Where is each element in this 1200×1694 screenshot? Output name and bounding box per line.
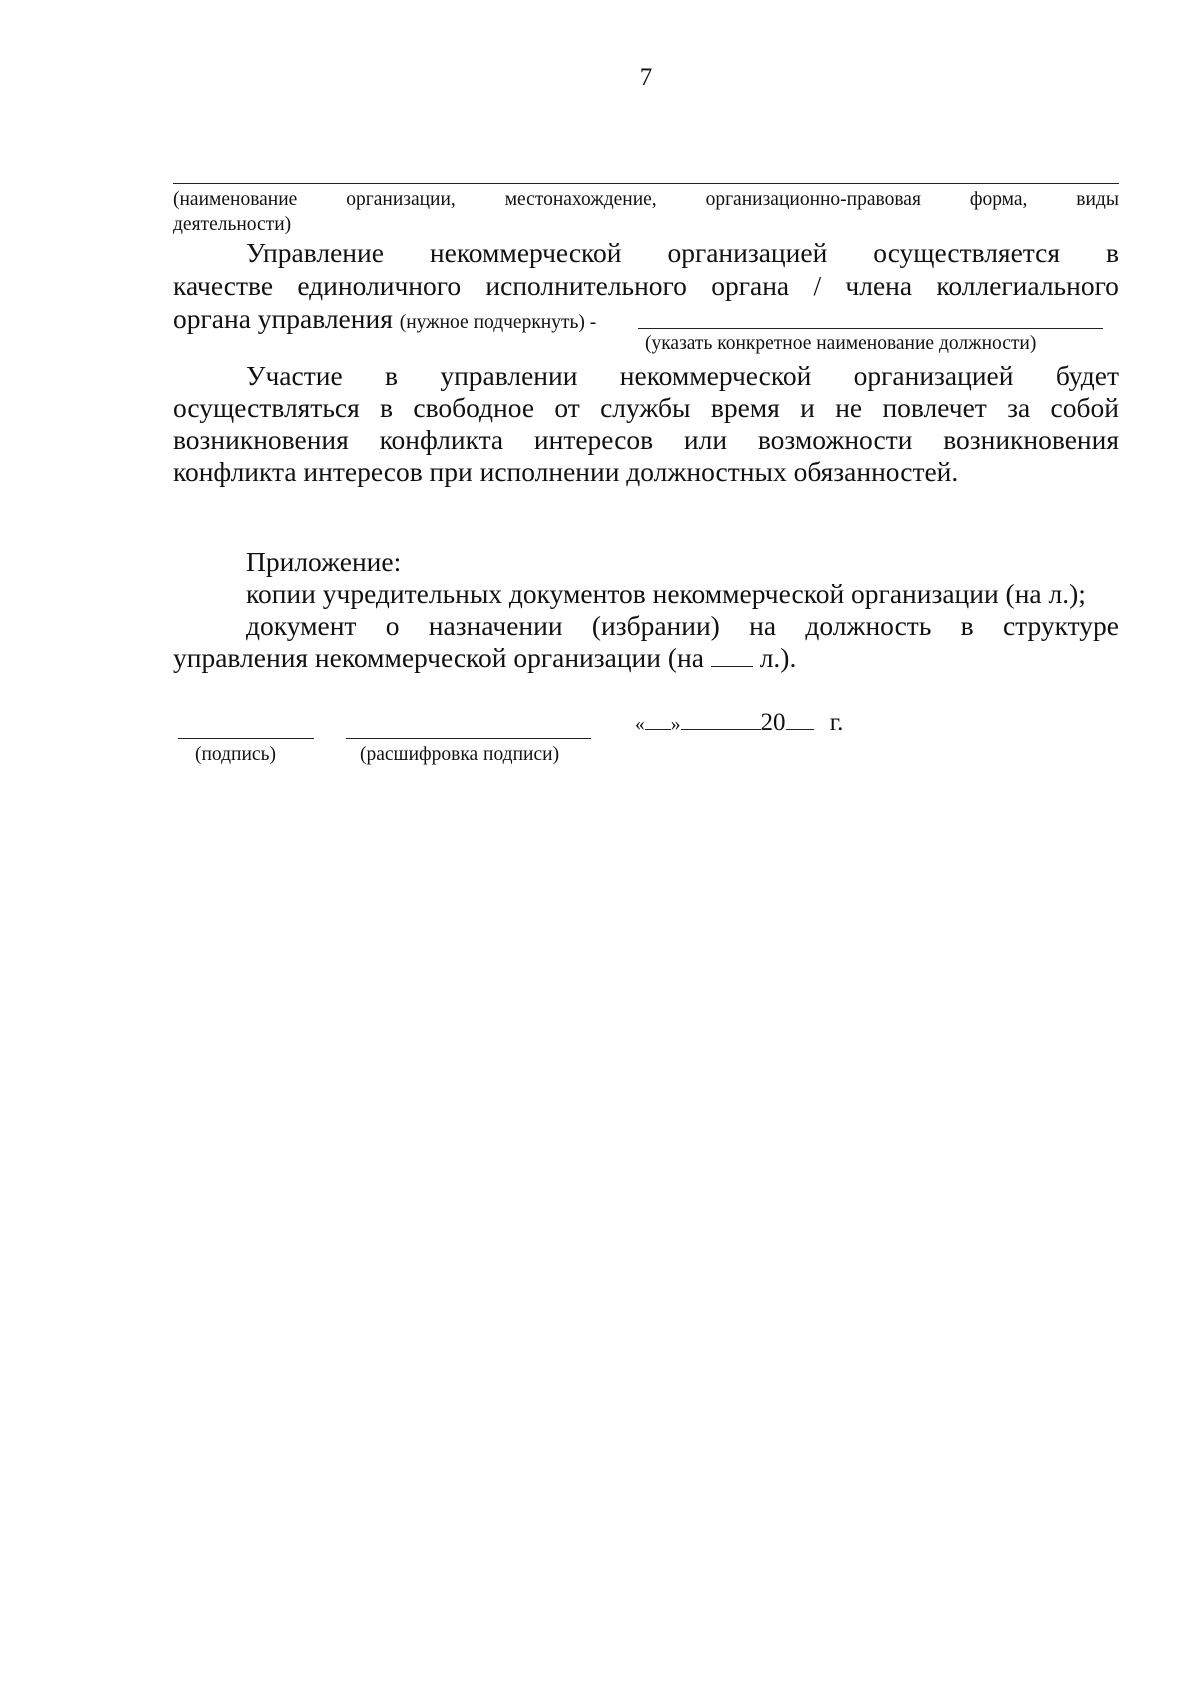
participation-word: организацией (853, 360, 1014, 391)
participation-word: собой (1050, 392, 1119, 423)
organization-caption-word: (наименование (173, 189, 298, 210)
management-paragraph-line1 (246, 237, 1119, 270)
participation-word: повлечет (882, 392, 987, 423)
appendix-word: структуре (1002, 610, 1119, 641)
participation-paragraph-line3 (173, 424, 1119, 457)
organization-caption-word: организации, (346, 189, 456, 210)
date-field (635, 709, 843, 737)
management-word: организацией (667, 237, 828, 268)
participation-word: службы (600, 392, 691, 423)
date-month-blank (681, 711, 761, 730)
participation-paragraph-line2 (173, 392, 1119, 425)
management-word: единоличного (297, 270, 462, 301)
participation-word: или (683, 424, 728, 455)
participation-word: время (710, 392, 780, 423)
appendix-word: (избрании) (591, 610, 720, 641)
organization-caption-line1 (173, 188, 1119, 212)
participation-word: Участие (246, 360, 343, 391)
appendix-item-2-text: управления некоммерческой организации (на (173, 642, 704, 673)
appendix-item-2-line1 (246, 610, 1119, 643)
management-paragraph-line3 (173, 303, 596, 336)
participation-word: свободное (413, 392, 535, 423)
management-paragraph-line2 (173, 270, 1119, 303)
position-blank-line (638, 328, 1103, 329)
appendix-item-1: копии учредительных документов некоммерческой организации (на л.); (246, 578, 1086, 609)
participation-word: возникновения (943, 424, 1119, 455)
position-caption: (указать конкретное наименование должности) (645, 333, 1037, 354)
signature-caption: (подпись) (195, 744, 276, 765)
participation-word: не (835, 392, 863, 423)
appendix-word: документ (246, 610, 357, 641)
participation-word: за (1007, 392, 1031, 423)
appendix-heading: Приложение: (246, 546, 402, 577)
date-day-blank (645, 711, 671, 730)
management-body-text: органа управления (173, 303, 393, 334)
organization-caption-line2: деятельности) (173, 214, 292, 235)
appendix-item-2-suffix: л.). (759, 642, 797, 673)
participation-word: осуществляться (173, 392, 360, 423)
date-close-quote: » (670, 714, 681, 735)
management-word: исполнительного (485, 270, 687, 301)
management-word: в (1105, 237, 1119, 268)
participation-word: возможности (757, 424, 913, 455)
management-word: осуществляется (873, 237, 1060, 268)
date-year-prefix: 20 (760, 709, 786, 736)
date-suffix: г. (829, 709, 844, 736)
management-word: члена (845, 270, 913, 301)
organization-caption-word: организационно-правовая (705, 189, 921, 210)
organization-caption-word: форма, (969, 189, 1028, 210)
management-word: Управление (246, 237, 384, 268)
management-word: некоммерческой (429, 237, 622, 268)
appendix-word: на (749, 610, 777, 641)
management-word: органа (711, 270, 790, 301)
participation-word: в (384, 360, 398, 391)
participation-word: и (800, 392, 815, 423)
participation-word: конфликта (379, 424, 504, 455)
management-word: коллегиального (936, 270, 1119, 301)
participation-word: некоммерческой (619, 360, 812, 391)
participation-word: интересов (533, 424, 654, 455)
management-word: / (813, 270, 822, 301)
appendix-word: должность (805, 610, 932, 641)
pages-count-blank (711, 644, 753, 667)
appendix-word: в (960, 610, 974, 641)
participation-word: управлении (440, 360, 578, 391)
management-word: качестве (173, 270, 274, 301)
signature-decoding-line (346, 738, 591, 739)
date-open-quote: « (635, 714, 645, 735)
signature-decoding-caption: (расшифровка подписи) (360, 744, 560, 765)
participation-word: от (554, 392, 580, 423)
underline-instruction: (нужное подчеркнуть) - (399, 312, 597, 333)
appendix-word: назначении (428, 610, 563, 641)
organization-blank-line (173, 183, 1119, 184)
participation-word: в (380, 392, 394, 423)
organization-caption-word: виды (1076, 189, 1119, 210)
participation-paragraph-line1 (246, 360, 1119, 393)
participation-paragraph-line4: конфликта интересов при исполнении должностных обязанностей. (173, 456, 959, 487)
participation-word: будет (1055, 360, 1119, 391)
participation-word: возникновения (173, 424, 349, 455)
organization-caption-word: местонахождение, (504, 189, 657, 210)
appendix-item-2-line2 (173, 642, 796, 675)
date-year-blank (786, 711, 814, 730)
signature-line (178, 738, 314, 739)
page-number: 7 (639, 64, 653, 91)
appendix-word: о (385, 610, 400, 641)
